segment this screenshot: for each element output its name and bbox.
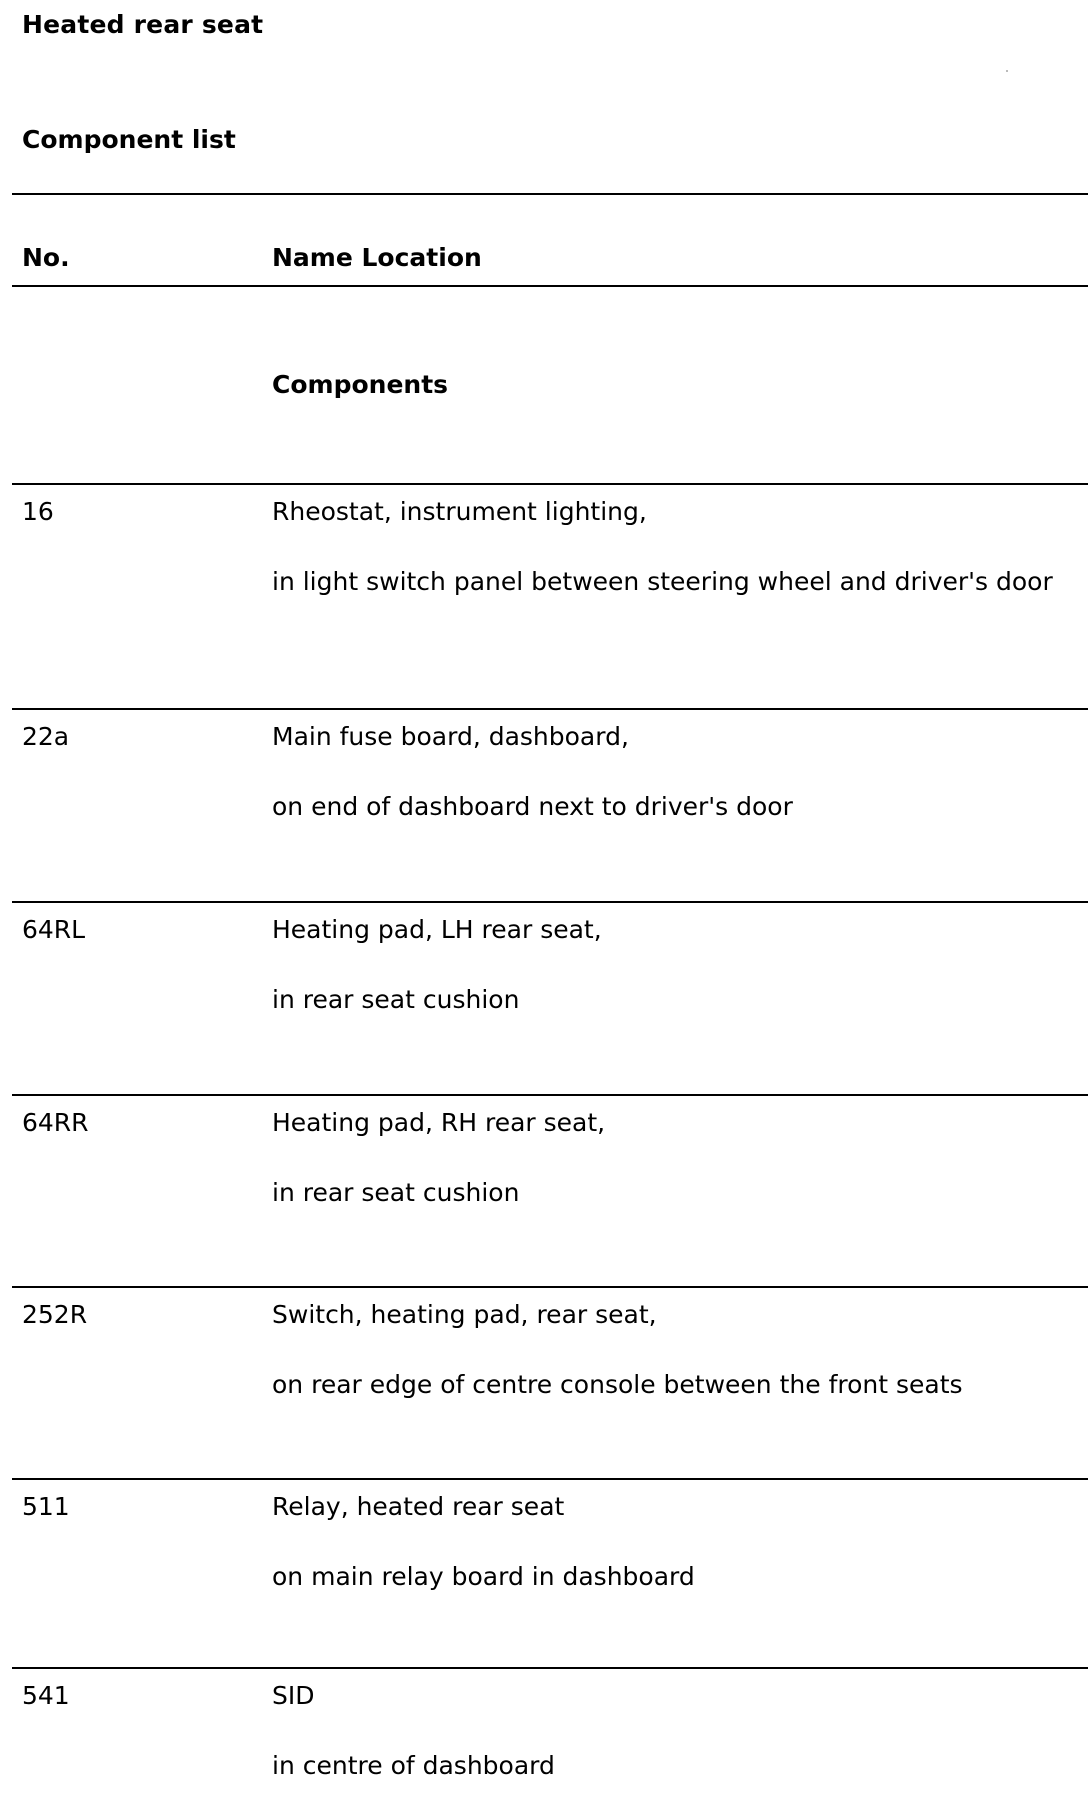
page-title: Heated rear seat bbox=[22, 10, 264, 39]
component-location: in rear seat cushion bbox=[272, 1178, 520, 1207]
component-name: Heating pad, LH rear seat, bbox=[272, 915, 602, 944]
header-name-location-label: Name Location bbox=[272, 243, 482, 272]
header-bottom-rule bbox=[12, 285, 1088, 287]
component-number: 64RL bbox=[22, 915, 86, 944]
component-name: Heating pad, RH rear seat, bbox=[272, 1108, 606, 1137]
header-top-rule bbox=[12, 193, 1088, 195]
row-divider bbox=[12, 1094, 1088, 1096]
row-divider bbox=[12, 483, 1088, 485]
section-title: Component list bbox=[22, 125, 236, 154]
row-divider bbox=[12, 708, 1088, 710]
component-location: on end of dashboard next to driver's door bbox=[272, 792, 793, 821]
component-location: in centre of dashboard bbox=[272, 1751, 555, 1780]
scan-speck bbox=[1006, 70, 1008, 72]
component-name: Main fuse board, dashboard, bbox=[272, 722, 629, 751]
row-divider bbox=[12, 1478, 1088, 1480]
component-location: in rear seat cushion bbox=[272, 985, 520, 1014]
component-name: SID bbox=[272, 1681, 315, 1710]
component-location: on main relay board in dashboard bbox=[272, 1562, 695, 1591]
component-number: 252R bbox=[22, 1300, 88, 1329]
component-number: 22a bbox=[22, 722, 70, 751]
components-subheading: Components bbox=[272, 370, 449, 399]
component-name: Switch, heating pad, rear seat, bbox=[272, 1300, 657, 1329]
component-number: 64RR bbox=[22, 1108, 89, 1137]
component-location: on rear edge of centre console between the front seats bbox=[272, 1370, 963, 1399]
header-no-label: No. bbox=[22, 243, 70, 272]
component-number: 541 bbox=[22, 1681, 70, 1710]
row-divider bbox=[12, 1667, 1088, 1669]
row-divider bbox=[12, 1286, 1088, 1288]
component-location: in light switch panel between steering wheel and driver's door bbox=[272, 567, 1053, 596]
component-name: Relay, heated rear seat bbox=[272, 1492, 565, 1521]
component-number: 16 bbox=[22, 497, 54, 526]
component-number: 511 bbox=[22, 1492, 70, 1521]
component-name: Rheostat, instrument lighting, bbox=[272, 497, 647, 526]
row-divider bbox=[12, 901, 1088, 903]
